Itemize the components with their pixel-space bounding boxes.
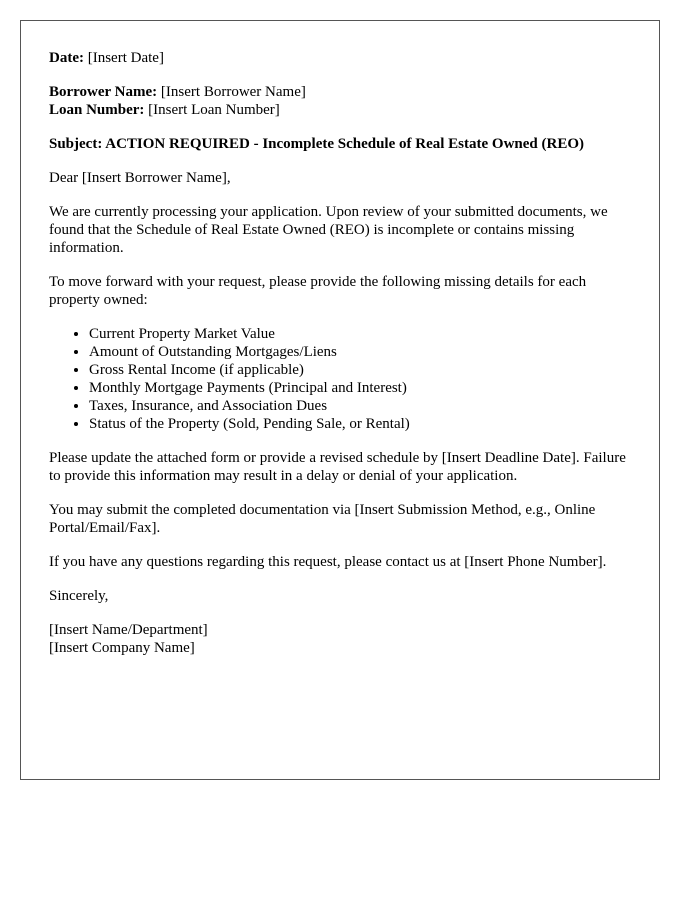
date-value: [Insert Date] <box>83 50 164 66</box>
borrower-block <box>49 83 631 119</box>
signature-name: [Insert Name/Department] <box>49 622 208 638</box>
letter <box>20 20 660 780</box>
closing: Sincerely, <box>49 588 109 604</box>
paragraph-5: If you have any questions regarding this request, please contact us at [Insert Phone Number]. <box>49 554 607 570</box>
list-item: • Amount of Outstanding Mortgages/Liens <box>89 343 631 361</box>
loan-label: Loan Number: <box>49 102 145 118</box>
borrower-value: [Insert Borrower Name] <box>157 84 306 100</box>
signature <box>49 621 631 657</box>
paragraph-4: You may submit the completed documentation via [Insert Submission Method, e.g., Online Portal/Email/Fax]. <box>49 502 596 536</box>
list-item: • Taxes, Insurance, and Association Dues <box>89 397 631 415</box>
loan-value: [Insert Loan Number] <box>144 102 280 118</box>
paragraph-3: Please update the attached form or provide a revised schedule by [Insert Deadline Date]. Failure to provide this information may result in a delay or denial of your application. <box>49 450 626 484</box>
paragraph-2: To move forward with your request, please provide the following missing details for each property owned: <box>49 274 587 308</box>
list-item: • Monthly Mortgage Payments (Principal and Interest) <box>89 379 631 397</box>
date-label: Date: <box>49 50 84 66</box>
list-item: • Gross Rental Income (if applicable) <box>89 361 631 379</box>
subject <box>49 135 631 153</box>
missing-details-list <box>49 325 631 433</box>
subject-text: Subject: ACTION REQUIRED - Incomplete Schedule of Real Estate Owned (REO) <box>49 136 584 152</box>
signature-company: [Insert Company Name] <box>49 640 195 656</box>
list-item: • Status of the Property (Sold, Pending Sale, or Rental) <box>89 415 631 433</box>
greeting: Dear [Insert Borrower Name], <box>49 170 231 186</box>
paragraph-1: We are currently processing your application. Upon review of your submitted documents, we found that the Schedule of Real Estate Owned (REO) is incomplete or contains missing information. <box>49 204 608 256</box>
list-item: • Current Property Market Value <box>89 325 631 343</box>
borrower-label: Borrower Name: <box>49 84 158 100</box>
date-line <box>49 49 631 67</box>
